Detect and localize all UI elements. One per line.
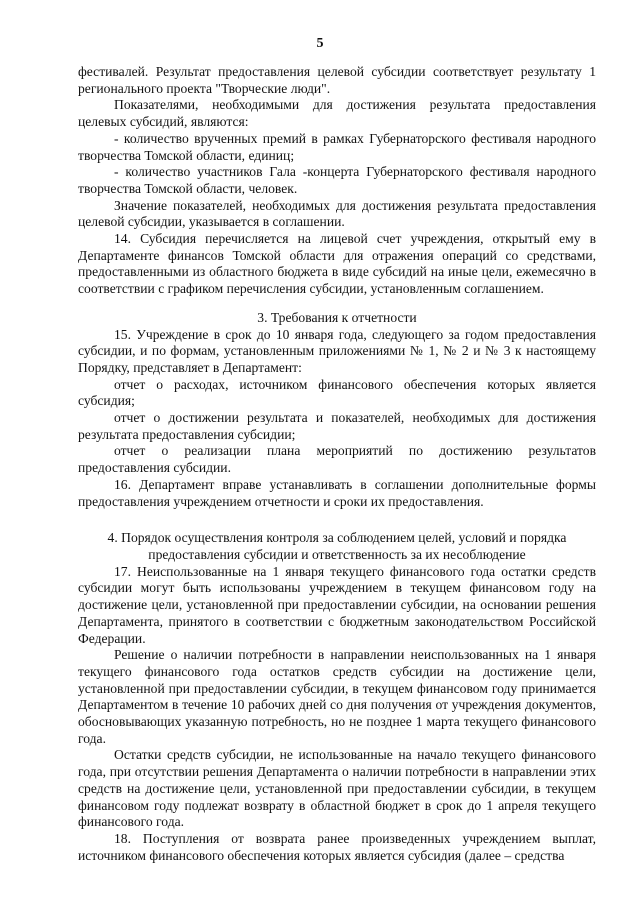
section-spacer [78,510,596,530]
paragraph-item-17: 17. Неиспользованные на 1 января текущего финансового года остатки средств субсидии могут быть использованы учреждением в текущем финансовом году на достижение цели, установленной при предоставлении субсидии, на основании решения Департамента, принятого в соответствии с бюджетным законодательством Российской Федерации. [78,563,596,646]
paragraph-report-plan: отчет о реализации плана мероприятий по достижению результатов предоставления субсидии. [78,443,596,476]
paragraph-item-16: 16. Департамент вправе устанавливать в соглашении дополнительные формы предоставления учреждением отчетности и сроки их предоставления. [78,476,596,509]
paragraph-item-18: 18. Поступления от возврата ранее произведенных учреждением выплат, источником финансового обеспечения которых является субсидия (далее – средства [78,830,596,863]
paragraph-indicator-values: Значение показателей, необходимых для достижения результата предоставления целевой субсидии, указывается в соглашении. [78,197,596,230]
section-spacer [78,298,596,310]
page-number: 5 [316,36,324,51]
paragraph-report-expenses: отчет о расходах, источником финансового обеспечения которых является субсидия; [78,376,596,409]
paragraph-festival-result: фестивалей. Результат предоставления целевой субсидии соответствует результату 1 регионального проекта "Творческие люди". [78,64,596,96]
paragraph-report-results: отчет о достижении результата и показателей, необходимых для достижения результата предоставления субсидии; [78,410,596,442]
paragraph-item-15: 15. Учреждение в срок до 10 января года, следующего за годом предоставления субсидии, и по формам, установленным приложениями № 1, № 2 и № 3 к настоящему Порядку, представляет в Департамент: [78,326,596,375]
section-4-heading-line1: 4. Порядок осуществления контроля за соблюдением целей, условий и порядка [107,530,567,546]
section-4-heading [78,530,596,563]
paragraph-indicators-intro: Показателями, необходимыми для достижения результата предоставления целевых субсидий, являются: [78,97,596,130]
paragraph-remaining-funds: Остатки средств субсидии, не использованные на начало текущего финансового года, при отсутствии решения Департамента о наличии потребности в направлении этих средств на достижение цели, установленной при предоставлении субсидии, в текущем финансовом году подлежат возврату в областной бюджет в срок до 1 апреля текущего финансового года. [78,747,596,830]
section-4-heading-line2: предоставления субсидии и ответственность за их несоблюдение [148,546,526,562]
paragraph-indicator-awards: - количество врученных премий в рамках Губернаторского фестиваля народного творчества Томской области, единиц; [78,130,596,163]
paragraph-decision: Решение о наличии потребности в направлении неиспользованных на 1 января текущего финансового года остатков средств субсидии на достижение цели, установленной при предоставлении субсидии, в текущем финансовом году принимается Департаментом в течение 10 рабочих дней со дня получения от учреждения документов, обосновывающих указанную потребность, но не позднее 1 марта текущего финансового года. [78,647,596,746]
paragraph-item-14: 14. Субсидия перечисляется на лицевой счет учреждения, открытый ему в Департаменте финансов Томской области для отражения операций со средствами, предоставленными из областного бюджета в виде субсидий на иные цели, ежемесячно в соответствии с графиком перечисления субсидии, установленным соглашением. [78,231,596,297]
section-3-heading: 3. Требования к отчетности [257,309,417,325]
paragraph-indicator-participants: - количество участников Гала -концерта Губернаторского фестиваля народного творчества Томской области, человек. [78,164,596,196]
document-body [78,64,596,864]
